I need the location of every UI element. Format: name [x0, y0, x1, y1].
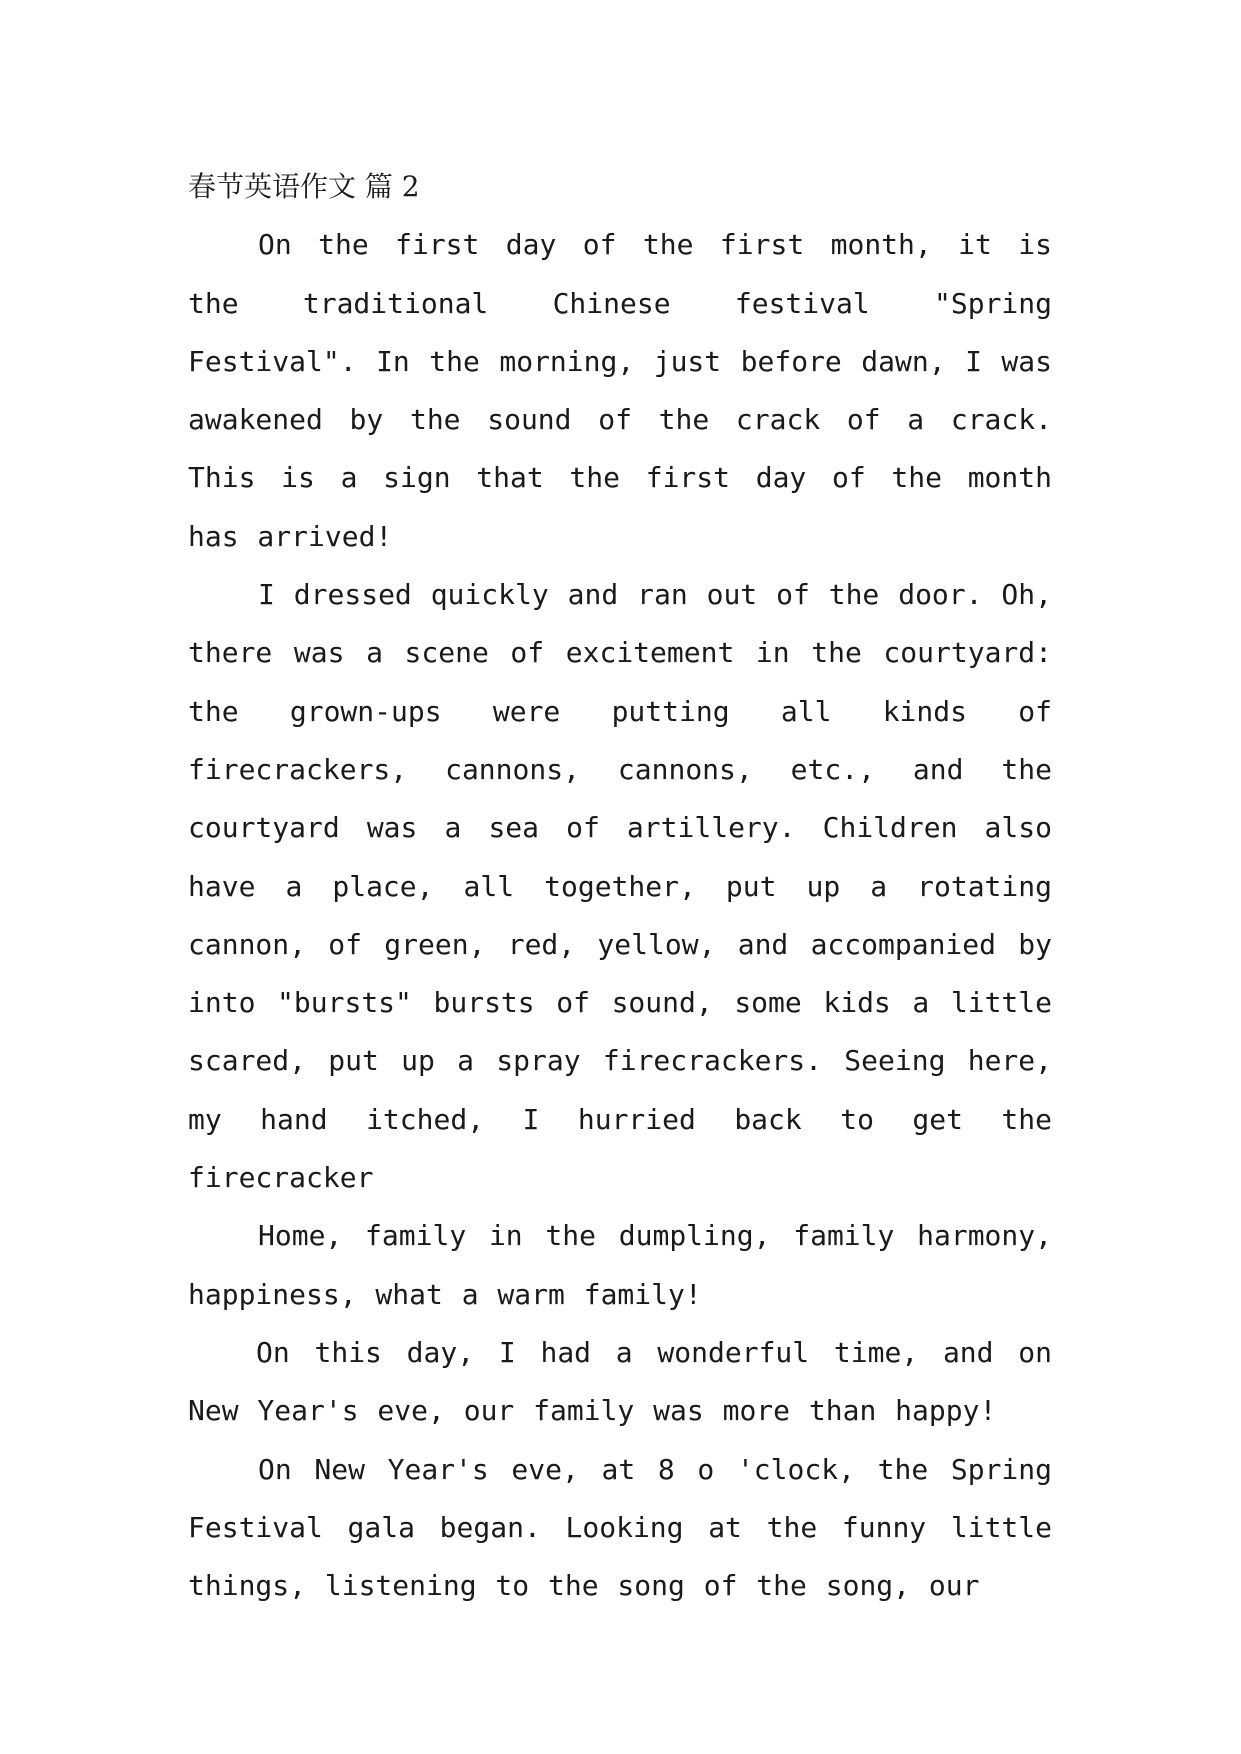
paragraph-3: Home, family in the dumpling, family harmony, happiness, what a warm family! [188, 1219, 1052, 1311]
paragraph-2: I dressed quickly and ran out of the door. Oh, there was a scene of excitement in the courtyard: the grown-ups were putting all kinds of firecrackers, cannons, cannons, etc., and the courtyard was a sea of artillery. Children also have a place, all together, put up a rotating cannon, of green, red, yellow, and accompanied by into "bursts" bursts of sound, some kids a little scared, put up a spray firecrackers. Seeing here, my hand itched, I hurried back to get the firecracker [188, 578, 1052, 1195]
paragraph-4: On this day, I had a wonderful time, and on New Year's eve, our family was more than happy! [188, 1335, 1052, 1428]
document-body [188, 158, 1052, 1615]
paragraph-1: On the first day of the first month, it is the traditional Chinese festival "Spring Festival". In the morning, just before dawn, I was awakened by the sound of the crack of a crack. This is a sign that the first day of the month has arrived! [188, 228, 1052, 553]
document-heading: 春节英语作文 篇 2 [188, 170, 420, 203]
paragraph-5: On New Year's eve, at 8 o 'clock, the Spring Festival gala began. Looking at the funny little things, listening to the song of the song, our [188, 1452, 1052, 1603]
